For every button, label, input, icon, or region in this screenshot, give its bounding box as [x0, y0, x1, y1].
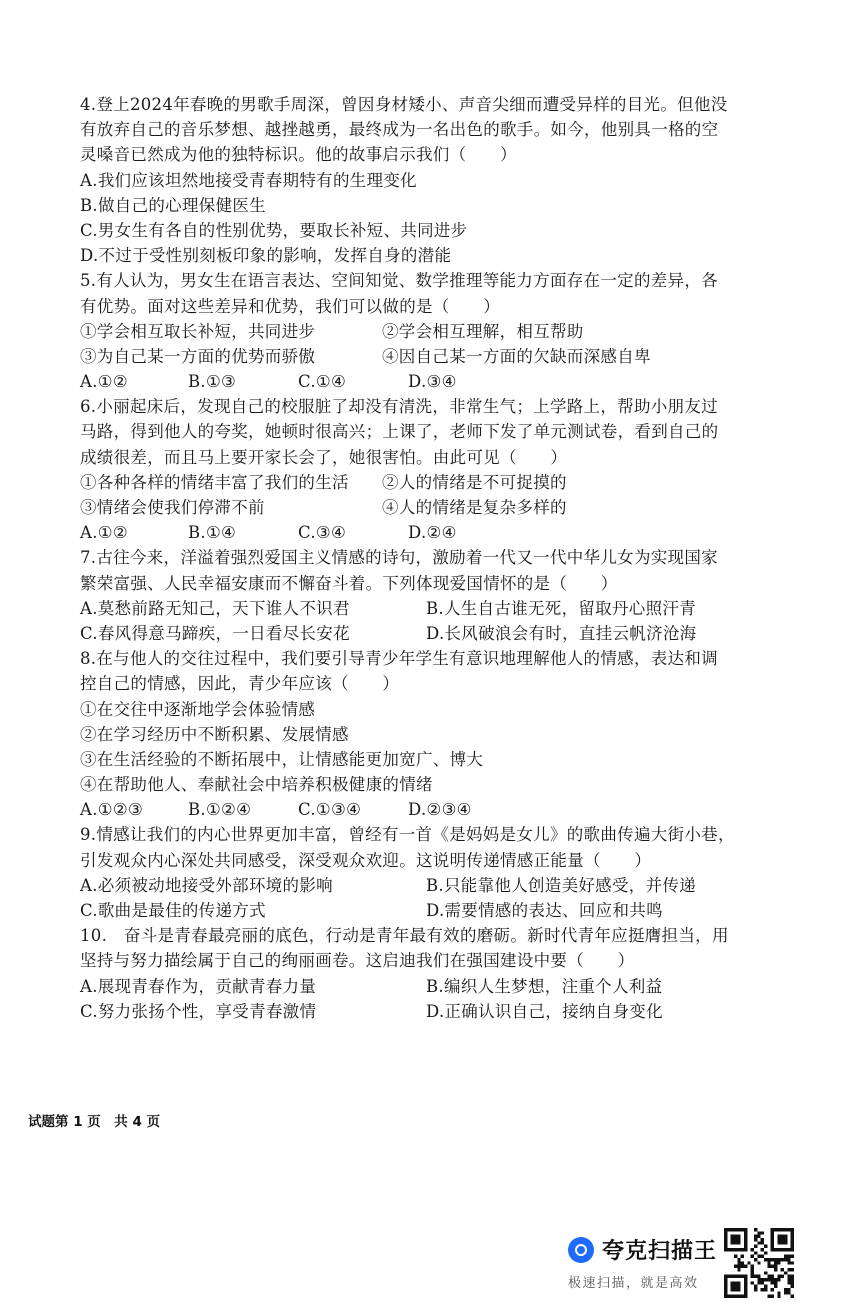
choice-row-cell: D.②③④: [408, 800, 472, 820]
question-stem-text: 有放弃自己的音乐梦想、越挫越勇，最终成为一名出色的歌手。如今，他别具一格的空: [80, 120, 719, 140]
option-line: [80, 193, 790, 218]
option-row: [80, 596, 790, 621]
quark-logo-icon: [568, 1237, 594, 1263]
option-row: [80, 898, 790, 923]
question-stem-line: [80, 92, 790, 117]
option-text: B.做自己的心理保健医生: [80, 195, 266, 215]
page-footer: 试题第 1 页 共 4 页: [28, 1114, 161, 1130]
option-line: [80, 218, 790, 243]
statement-text: ③在生活经验的不断拓展中，让情感能更加宽广、博大: [80, 749, 484, 769]
option-row-cell: D.需要情感的表达、回应和共鸣: [426, 901, 663, 920]
statement-row: [80, 495, 790, 520]
question-stem-text: 4.登上2024年春晚的男歌手周深，曾因身材矮小、声音尖细而遭受异样的目光。但他没: [80, 95, 728, 114]
question-stem-text: 控自己的情感，因此，青少年应该（ ）: [80, 674, 400, 694]
choice-row-cell: A.①②③: [80, 800, 144, 820]
option-row-cell: C.歌曲是最佳的传递方式: [80, 901, 266, 920]
question-stem-text: 繁荣富强、人民幸福安康而不懈奋斗着。下列体现爱国情怀的是（ ）: [80, 573, 618, 593]
option-row-cell: A.莫愁前路无知己，天下谁人不识君: [80, 598, 350, 618]
question-stem-text: 灵嗓音已然成为他的独特标识。他的故事启示我们（ ）: [80, 145, 517, 165]
statement-text: ①在交往中逐渐地学会体验情感: [80, 699, 316, 719]
question-stem-text: 8.在与他人的交往过程中，我们要引导青少年学生有意识地理解他人的情感，表达和调: [80, 649, 718, 669]
qr-code-icon: [724, 1228, 794, 1298]
question-stem-line: [80, 923, 790, 948]
question-stem-text: 成绩很差，而且马上要开家长会了，她很害怕。由此可见（ ）: [80, 447, 568, 467]
option-row-cell: B.编织人生梦想，注重个人利益: [426, 976, 663, 996]
statement-row: [80, 319, 790, 344]
question-stem-line: [80, 142, 790, 167]
option-line: [80, 243, 790, 268]
question-stem-line: [80, 445, 790, 470]
question-stem-text: 有优势。面对这些差异和优势，我们可以做的是（ ）: [80, 296, 500, 316]
question-stem-line: [80, 671, 790, 696]
question-list: [80, 92, 790, 1024]
statement-row: [80, 470, 790, 495]
question-stem-line: [80, 571, 790, 596]
question-stem-line: [80, 419, 790, 444]
statement-row-cell: ④因自己某一方面的欠缺而深感自卑: [382, 346, 651, 366]
question-stem-text: 6.小丽起床后，发现自己的校服脏了却没有清洗，非常生气；上学路上，帮助小朋友过: [80, 397, 718, 417]
choice-row: [80, 369, 790, 394]
question-stem-text: 7.古往今来，洋溢着强烈爱国主义情感的诗句，激励着一代又一代中华儿女为实现国家: [80, 548, 718, 568]
question-stem-line: [80, 948, 790, 973]
brand-name: 夸克扫描王: [602, 1239, 718, 1264]
statement-text: ④在帮助他人、奉献社会中培养积极健康的情绪: [80, 775, 433, 795]
choice-row-cell: B.①④: [188, 523, 237, 543]
option-text: A.我们应该坦然地接受青春期特有的生理变化: [80, 170, 417, 190]
statement-row-cell: ①各种各样的情绪丰富了我们的生活: [80, 472, 349, 492]
option-row-cell: A.必须被动地接受外部环境的影响: [80, 875, 333, 895]
choice-row-cell: D.②④: [408, 523, 457, 543]
statement-row-cell: ③情绪会使我们停滞不前: [80, 498, 265, 517]
question-stem-line: [80, 646, 790, 671]
option-row-cell: B.只能靠他人创造美好感受，并传递: [426, 875, 696, 895]
statement-row-cell: ②学会相互理解，相互帮助: [382, 321, 584, 341]
statement-line: [80, 772, 790, 797]
choice-row: [80, 797, 790, 822]
option-row: [80, 974, 790, 999]
choice-row-cell: A.①②: [80, 372, 128, 392]
statement-line: [80, 722, 790, 747]
option-row-cell: B.人生自古谁无死，留取丹心照汗青: [426, 598, 696, 618]
question-stem-line: [80, 294, 790, 319]
option-row-cell: C.努力张扬个性，享受青春激情: [80, 1001, 317, 1021]
question-stem-line: [80, 545, 790, 570]
statement-row: [80, 344, 790, 369]
option-text: D.不过于受性别刻板印象的影响，发挥自身的潜能: [80, 246, 452, 266]
option-row: [80, 873, 790, 898]
question-stem-line: [80, 822, 790, 847]
option-row: [80, 621, 790, 646]
brand-slogan: 极速扫描，就是高效: [568, 1276, 699, 1291]
question-stem-text: 9.情感让我们的内心世界更加丰富，曾经有一首《是妈妈是女儿》的歌曲传遍大街小巷，: [80, 825, 735, 845]
option-row-cell: D.长风破浪会有时，直挂云帆济沧海: [426, 623, 697, 643]
choice-row-cell: A.①②: [80, 523, 128, 543]
choice-row-cell: B.①③: [188, 372, 237, 392]
option-line: [80, 168, 790, 193]
statement-line: [80, 697, 790, 722]
choice-row-cell: B.①②④: [188, 800, 252, 820]
question-stem-text: 引发观众内心深处共同感受，深受观众欢迎。这说明传递情感正能量（ ）: [80, 850, 652, 870]
option-row-cell: A.展现青春作为，贡献青春力量: [80, 976, 317, 996]
choice-row: [80, 520, 790, 545]
statement-row-cell: ①学会相互取长补短，共同进步: [80, 321, 316, 341]
question-stem-line: [80, 394, 790, 419]
question-stem-line: [80, 848, 790, 873]
statement-row-cell: ②人的情绪是不可捉摸的: [382, 472, 567, 492]
option-text: C.男女生有各自的性别优势，要取长补短、共同进步: [80, 220, 468, 240]
question-stem-text: 10. 奋斗是青春最亮丽的底色，行动是青年最有效的磨砺。新时代青年应挺膺担当，用: [80, 926, 729, 946]
choice-row-cell: C.①③④: [298, 800, 362, 820]
option-row-cell: D.正确认识自己，接纳自身变化: [426, 1001, 663, 1021]
option-row: [80, 999, 790, 1024]
statement-row-cell: ③为自己某一方面的优势而骄傲: [80, 346, 316, 366]
statement-text: ②在学习经历中不断积累、发展情感: [80, 724, 349, 744]
question-stem-text: 5.有人认为，男女生在语言表达、空间知觉、数学推理等能力方面存在一定的差异，各: [80, 271, 718, 291]
choice-row-cell: C.③④: [298, 523, 347, 543]
choice-row-cell: D.③④: [408, 372, 457, 392]
question-stem-line: [80, 268, 790, 293]
question-stem-text: 坚持与努力描绘属于自己的绚丽画卷。这启迪我们在强国建设中要（ ）: [80, 951, 635, 971]
statement-line: [80, 747, 790, 772]
question-stem-line: [80, 117, 790, 142]
choice-row-cell: C.①④: [298, 372, 347, 392]
question-stem-text: 马路，得到他人的夸奖，她顿时很高兴；上课了，老师下发了单元测试卷，看到自己的: [80, 422, 719, 442]
statement-row-cell: ④人的情绪是复杂多样的: [382, 498, 567, 517]
scanner-watermark: [568, 1228, 798, 1298]
option-row-cell: C.春风得意马蹄疾，一日看尽长安花: [80, 623, 350, 643]
